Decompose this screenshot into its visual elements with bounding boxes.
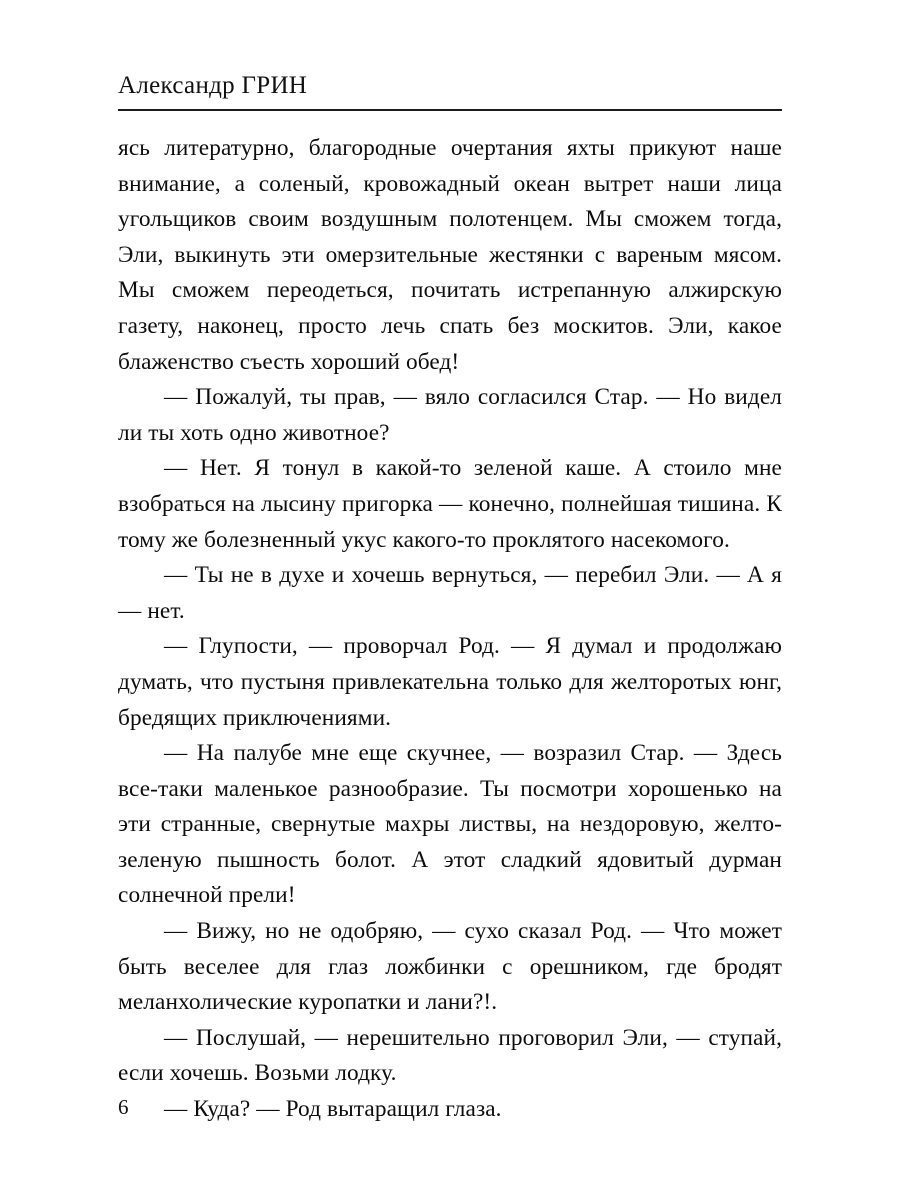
page-number: 6 xyxy=(118,1095,129,1119)
paragraph: — Нет. Я тонул в какой-то зеленой каше. А стоило мне взобраться на лысину пригорка — конечно, полнейшая тишина. К тому же болезненный укус какого-то проклятого насекомого. xyxy=(118,455,782,553)
paragraph: — Пожалуй, ты прав, — вяло согласился Стар. — Но видел ли ты хоть одно животное? xyxy=(118,384,782,446)
paragraph: — Ты не в духе и хочешь вернуться, — перебил Эли. — А я — нет. xyxy=(118,562,782,624)
paragraph: — Куда? — Род вытаращил глаза. xyxy=(164,1096,502,1123)
body-text xyxy=(118,131,782,1128)
running-head: Александр ГРИН xyxy=(118,72,308,99)
paragraph: — Послушай, — нерешительно проговорил Эли, — ступай, если хочешь. Возьми лодку. xyxy=(118,1024,782,1087)
paragraph: — Вижу, но не одобряю, — сухо сказал Род. — Что может быть веселее для глаз ложбинки с орешником, где бродят меланхолические куропатки и лани?!. xyxy=(118,918,782,1016)
paragraph: — Глупости, — проворчал Род. — Я думал и продолжаю думать, что пустыня привлекательна только для желторотых юнг, бредящих приключениями. xyxy=(118,633,782,731)
paragraph: ясь литературно, благородные очертания яхты прикуют наше внимание, а соленый, кровожадный океан вытрет наши лица угольщиков своим воздушным полотенцем. Мы сможем тогда, Эли, выкинуть эти омерзительные жестянки с вареным мясом. Мы сможем переодеться, почитать истрепанную алжирскую газету, наконец, просто лечь спать без москитов. Эли, какое блаженство съесть хороший обед! xyxy=(118,135,782,375)
page-content xyxy=(118,72,782,1128)
header-rule xyxy=(118,109,782,111)
paragraph: — На палубе мне еще скучнее, — возразил Стар. — Здесь все-таки маленькое разнообразие. Ты посмотри хорошенько на эти странные, свернутые махры листвы, на нездоровую, желто-зеленую пышность болот. А этот сладкий ядовитый дурман солнечной прели! xyxy=(118,740,782,909)
